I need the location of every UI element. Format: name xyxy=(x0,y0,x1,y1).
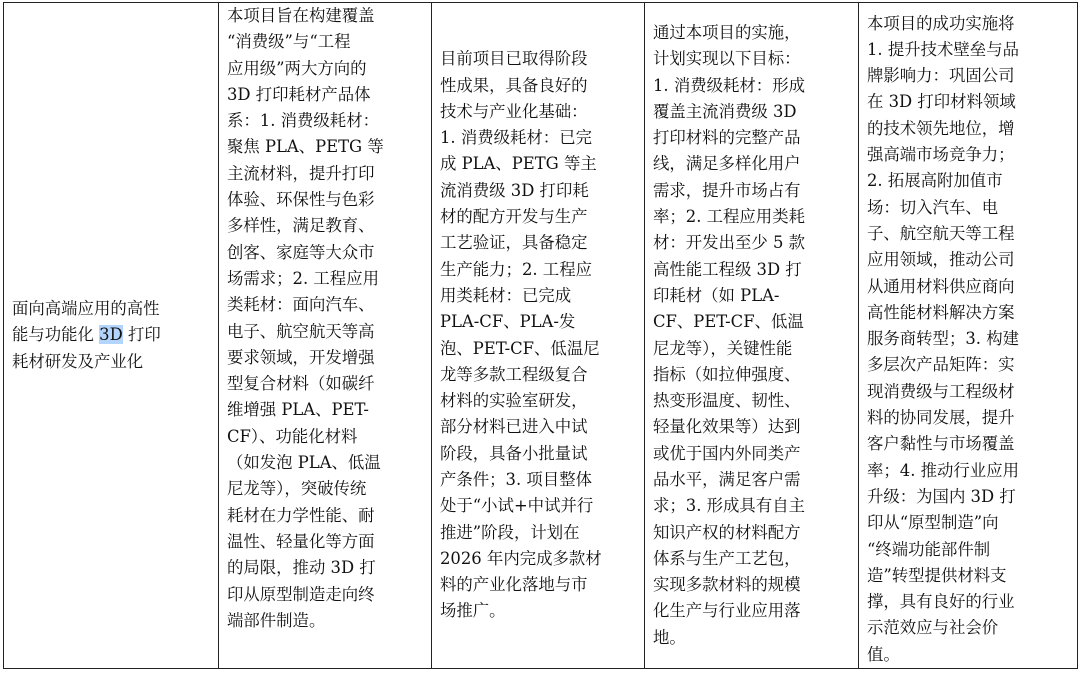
project-progress-cell: 目前项目已取得阶段 性成果，具备良好的 技术与产业化基础： 1. 消费级耗材：已完 成 PLA、PETG 等主 流消费级 3D 打印耗 材的配方开发与生产 工艺验证，具备稳定 生产能力；2. 工程应 用类耗材：已完成 PLA-CF、PLA-发 泡、PET-CF、低温尼 龙等多款工程级复合 材料的实验室研发， 部分材料已进入中试 阶段，具备小批量试 产条件；3. 项目整体 处于“小试+中试并行 推进”阶段，计划在 2026 年内完成多款材 料的产业化落地与市 场推广。 xyxy=(432,3,645,669)
table-row xyxy=(4,3,1078,669)
project-name-cell xyxy=(4,3,219,669)
project-goals-cell: 通过本项目的实施， 计划实现以下目标： 1. 消费级耗材：形成 覆盖主流消费级 3D 打印材料的完整产品 线，满足多样化用户 需求，提升市场占有 率；2. 工程应用类耗 材：开发出至少 5 款 高性能工程级 3D 打 印耗材（如 PLA- CF、PET-CF、低温 尼龙等），关键性能 指标（如拉伸强度、 热变形温度、韧性、 轻量化效果等）达到 或优于国内外同类产 品水平，满足客户需 求；3. 形成具有自主 知识产权的材料配方 体系与生产工艺包， 实现多款材料的规模 化生产与行业应用落 地。 xyxy=(645,3,859,669)
highlighted-text[interactable]: 3D xyxy=(99,325,123,345)
project-name-text-start: 面向高端应用的高性 能与功能化 xyxy=(12,299,160,345)
project-content-cell: 本项目旨在构建覆盖 “消费级”与“工程 应用级”两大方向的 3D 打印耗材产品体 系：1. 消费级耗材： 聚焦 PLA、PETG 等 主流材料，提升打印 体验、环保性与色彩 多样性，满足教育、 创客、家庭等大众市 场需求；2. 工程应用 类耗材：面向汽车、 电子、航空航天等高 要求领域，开发增强 型复合材料（如碳纤 维增强 PLA、PET- CF）、功能化材料 （如发泡 PLA、低温 尼龙等），突破传统 耗材在力学性能、耐 温性、轻量化等方面 的局限，推动 3D 打 印从原型制造走向终 端部件制造。 xyxy=(219,3,432,669)
project-impact-cell: 本项目的成功实施将 1. 提升技术壁垒与品 牌影响力：巩固公司 在 3D 打印材料领域 的技术领先地位，增 强高端市场竞争力； 2. 拓展高附加值市 场：切入汽车、电 子、航空航天等工程 应用领域，推动公司 从通用材料供应商向 高性能材料解决方案 服务商转型；3. 构建 多层次产品矩阵：实 现消费级与工程级材 料的协同发展，提升 客户黏性与市场覆盖 率；4. 推动行业应用 升级：为国内 3D 打 印从“原型制造”向 “终端功能部件制 造”转型提供材料支 撑，具有良好的行业 示范效应与社会价 值。 xyxy=(859,3,1078,669)
project-name-text-end: 打印 耗材研发及产业化 xyxy=(12,325,161,371)
project-table xyxy=(3,2,1078,669)
